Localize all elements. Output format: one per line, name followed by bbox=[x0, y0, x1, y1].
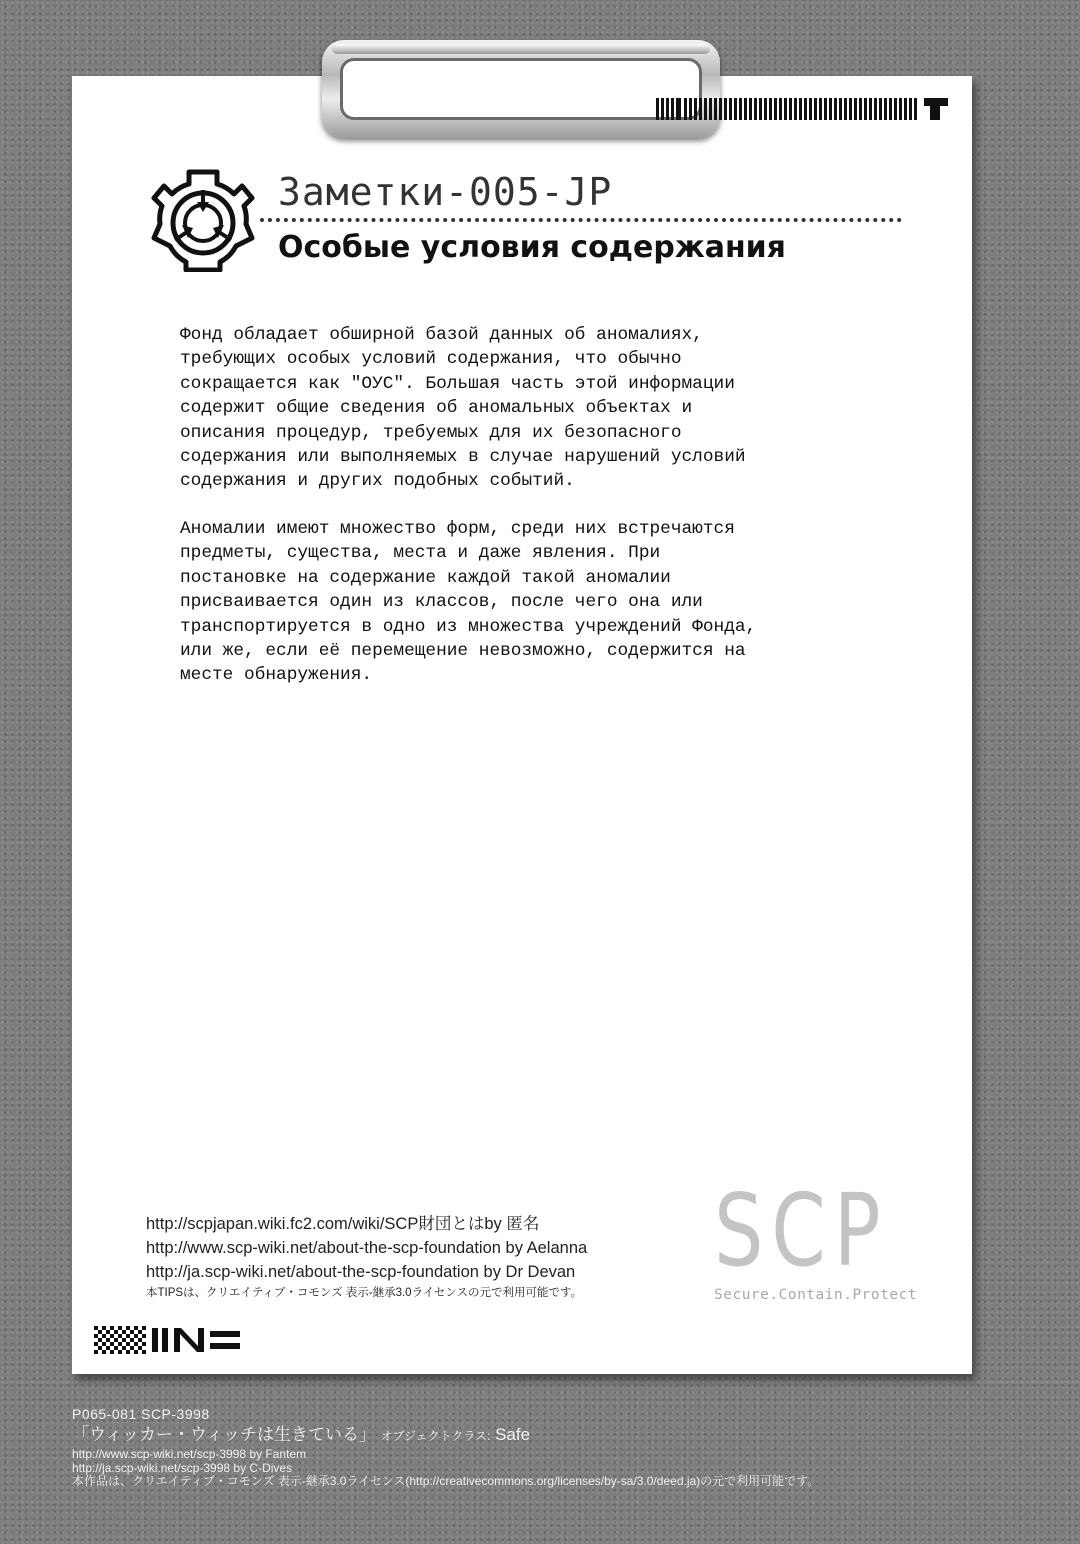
credits-block bbox=[146, 1212, 587, 1302]
body-paragraph-2: Аномалии имеют множество форм, среди них встречаются предметы, существа, места и даже явления. При постановке на содержание каждой такой аномалии присваивается один из классов, после чего она или транспортируется в одно из множества учреждений Фонда, или же, если её перемещение невозможно, содержится на месте обнаружения. bbox=[180, 519, 757, 686]
footer-work-line bbox=[72, 1423, 819, 1448]
credit-link: http://www.scp-wiki.net/about-the-scp-foundation by Aelanna bbox=[146, 1239, 588, 1257]
credit-link: http://scpjapan.wiki.fc2.com/wiki/SCP財団とはby 匿名 bbox=[146, 1215, 540, 1233]
scp-tagline: Secure.Contain.Protect bbox=[714, 1287, 918, 1303]
footer-work-title: 「ウィッカー・ウィッチは生きている」 bbox=[72, 1425, 376, 1444]
barcode-icon bbox=[656, 98, 952, 122]
title-divider bbox=[260, 218, 902, 222]
credit-license-note: 本TIPSは、クリエイティブ・コモンズ 表示-継承3.0ライセンスの元で利用可能です。 bbox=[146, 1287, 583, 1299]
pattern-strip-icon bbox=[94, 1326, 242, 1354]
credit-link: http://ja.scp-wiki.net/about-the-scp-foundation by Dr Devan bbox=[146, 1263, 576, 1281]
body-paragraph-1: Фонд обладает обширной базой данных об аномалиях, требующих особых условий содержания, что обычно сокращается как "ОУС". Большая часть этой информации содержит общие сведения об аномальных объектах и описания процедур, требуемых для их безопасного содержания или выполняемых в случае нарушений условий содержания и других подобных событий. bbox=[180, 325, 746, 492]
footer-license: 本作品は、クリエイティブ・コモンズ 表示-継承3.0ライセンス(http://creativecommons.org/licenses/by-sa/3.0/deed.ja)の元で利用可能です。 bbox=[72, 1474, 820, 1488]
footer bbox=[72, 1405, 819, 1489]
footer-object-class-label: オブジェクトクラス: bbox=[380, 1429, 491, 1443]
footer-link: http://www.scp-wiki.net/scp-3998 by Fantem bbox=[72, 1447, 307, 1461]
scp-foundation-emblem-icon bbox=[148, 168, 258, 272]
page-subtitle: Особые условия содержания bbox=[278, 230, 786, 265]
page-title: Заметки-005-JP bbox=[278, 170, 613, 214]
scp-logo-text: SCP bbox=[714, 1172, 889, 1289]
footer-page-ref: P065-081 SCP-3998 bbox=[72, 1406, 210, 1422]
footer-link: http://ja.scp-wiki.net/scp-3998 by C-Dives bbox=[72, 1460, 293, 1475]
footer-object-class-value: Safe bbox=[495, 1425, 531, 1444]
clipboard-clip bbox=[322, 40, 720, 138]
